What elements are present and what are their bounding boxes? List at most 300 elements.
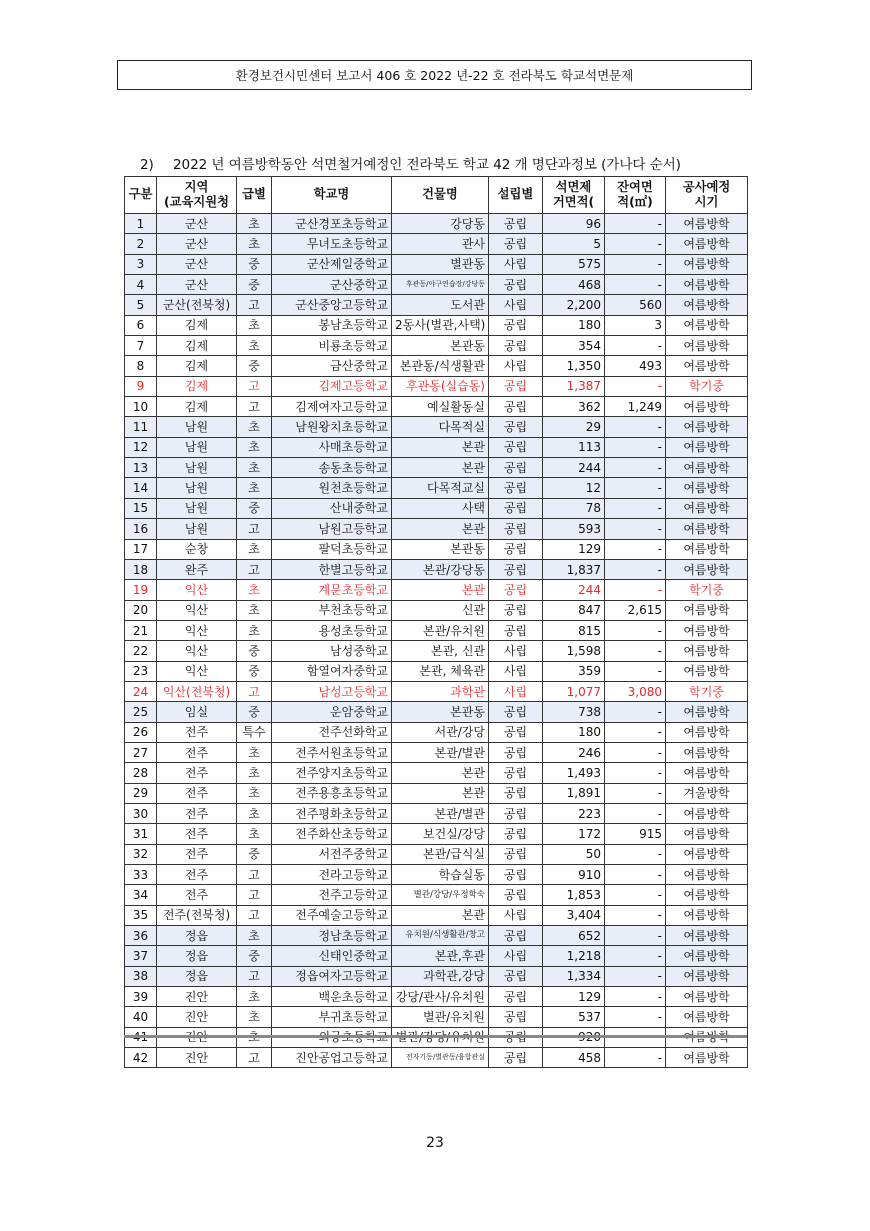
cell-type: 사립 — [489, 254, 543, 274]
header-remain: 잔여면 적(㎡) — [605, 177, 666, 214]
cell-remain: 3,080 — [605, 681, 666, 701]
cell-remain: - — [605, 376, 666, 396]
cell-school: 부천초등학교 — [272, 600, 392, 620]
cell-area: 5 — [543, 234, 605, 254]
cell-region: 전주 — [157, 783, 237, 803]
cell-area: 1,598 — [543, 641, 605, 661]
cell-school: 신태인중학교 — [272, 946, 392, 966]
cell-level: 초 — [237, 539, 272, 559]
cell-region: 익산 — [157, 620, 237, 640]
cell-remain: - — [605, 559, 666, 579]
cell-region: 남원 — [157, 417, 237, 437]
cell-region: 진안 — [157, 1007, 237, 1027]
cell-level: 초 — [237, 580, 272, 600]
cell-school: 군산제일중학교 — [272, 254, 392, 274]
section-title — [140, 153, 760, 173]
cell-region: 김제 — [157, 315, 237, 335]
cell-building: 유치원/식생활관/창고 — [392, 926, 489, 946]
cell-building: 강당/관사/유치원 — [392, 987, 489, 1007]
cell-area: 652 — [543, 926, 605, 946]
table-row — [125, 987, 748, 1007]
cell-school: 금산중학교 — [272, 356, 392, 376]
cell-period: 여름방학 — [666, 458, 748, 478]
cell-no: 31 — [125, 824, 157, 844]
header-area: 석면제 거면적( — [543, 177, 605, 214]
section-title-text: 2022 년 여름방학동안 석면철거예정인 전라북도 학교 42 개 명단과정보 (가나다 순서) — [173, 157, 681, 173]
cell-region: 진안 — [157, 987, 237, 1007]
table-row — [125, 417, 748, 437]
cell-region: 전주 — [157, 865, 237, 885]
cell-building: 과학관 — [392, 681, 489, 701]
cell-school: 전주화산초등학교 — [272, 824, 392, 844]
cell-period: 여름방학 — [666, 539, 748, 559]
cell-level: 초 — [237, 620, 272, 640]
cell-area: 180 — [543, 722, 605, 742]
cell-level: 중 — [237, 661, 272, 681]
cell-building: 보건실/강당 — [392, 824, 489, 844]
cell-type: 사립 — [489, 641, 543, 661]
table-row — [125, 681, 748, 701]
cell-region: 진안 — [157, 1048, 237, 1068]
table-row — [125, 376, 748, 396]
cell-period: 여름방학 — [666, 844, 748, 864]
cell-remain: - — [605, 519, 666, 539]
cell-type: 공립 — [489, 742, 543, 762]
cell-building: 별관/강당/우정학숙 — [392, 885, 489, 905]
cell-type: 사립 — [489, 661, 543, 681]
cell-area: 815 — [543, 620, 605, 640]
table-row — [125, 763, 748, 783]
cell-building: 본관 — [392, 437, 489, 457]
cell-area: 50 — [543, 844, 605, 864]
table-row — [125, 498, 748, 518]
cell-building: 전자기동/별관동/융합관실 — [392, 1048, 489, 1068]
cell-level: 고 — [237, 376, 272, 396]
cell-area: 1,218 — [543, 946, 605, 966]
cell-no: 26 — [125, 722, 157, 742]
cell-area: 3,404 — [543, 905, 605, 925]
cell-region: 전주 — [157, 722, 237, 742]
cell-building: 예실활동실 — [392, 397, 489, 417]
cell-school: 함열여자중학교 — [272, 661, 392, 681]
cell-remain: - — [605, 702, 666, 722]
cell-level: 초 — [237, 458, 272, 478]
cell-remain: - — [605, 275, 666, 295]
table-row — [125, 275, 748, 295]
header-level: 급별 — [237, 177, 272, 214]
cell-school: 전주평화초등학교 — [272, 803, 392, 823]
cell-area: 1,493 — [543, 763, 605, 783]
cell-period: 여름방학 — [666, 254, 748, 274]
cell-school: 남성고등학교 — [272, 681, 392, 701]
cell-period: 여름방학 — [666, 600, 748, 620]
cell-remain: 915 — [605, 824, 666, 844]
table-row — [125, 844, 748, 864]
table-row — [125, 803, 748, 823]
cell-area: 1,077 — [543, 681, 605, 701]
cell-level: 고 — [237, 1048, 272, 1068]
cell-region: 전주 — [157, 885, 237, 905]
cell-level: 초 — [237, 315, 272, 335]
cell-school: 산내중학교 — [272, 498, 392, 518]
cell-no: 36 — [125, 926, 157, 946]
cell-period: 여름방학 — [666, 295, 748, 315]
cell-level: 초 — [237, 824, 272, 844]
table-row — [125, 783, 748, 803]
cell-type: 공립 — [489, 600, 543, 620]
cell-type: 사립 — [489, 356, 543, 376]
cell-type: 공립 — [489, 437, 543, 457]
cell-region: 익산 — [157, 600, 237, 620]
cell-remain: - — [605, 763, 666, 783]
cell-area: 129 — [543, 539, 605, 559]
cell-building: 도서관 — [392, 295, 489, 315]
cell-building: 신관 — [392, 600, 489, 620]
cell-no: 6 — [125, 315, 157, 335]
cell-type: 공립 — [489, 458, 543, 478]
cell-type: 공립 — [489, 498, 543, 518]
cell-type: 공립 — [489, 234, 543, 254]
cell-building: 본관동 — [392, 702, 489, 722]
cell-school: 남성중학교 — [272, 641, 392, 661]
cell-remain: - — [605, 254, 666, 274]
cell-level: 고 — [237, 681, 272, 701]
cell-type: 공립 — [489, 315, 543, 335]
cell-type: 사립 — [489, 946, 543, 966]
table-row — [125, 824, 748, 844]
table-row — [125, 865, 748, 885]
header-period: 공사예정 시기 — [666, 177, 748, 214]
cell-area: 537 — [543, 1007, 605, 1027]
cell-school: 운암중학교 — [272, 702, 392, 722]
cell-period: 여름방학 — [666, 641, 748, 661]
cell-remain: - — [605, 926, 666, 946]
cell-type: 공립 — [489, 580, 543, 600]
cell-school: 전주서원초등학교 — [272, 742, 392, 762]
cell-region: 전주 — [157, 824, 237, 844]
cell-remain: - — [605, 987, 666, 1007]
cell-area: 172 — [543, 824, 605, 844]
cell-no: 40 — [125, 1007, 157, 1027]
cell-building: 본관/급식실 — [392, 844, 489, 864]
cell-area: 575 — [543, 254, 605, 274]
cell-region: 남원 — [157, 437, 237, 457]
school-table — [124, 176, 748, 1068]
cell-area: 458 — [543, 1048, 605, 1068]
cell-type: 공립 — [489, 926, 543, 946]
cell-building: 본관 — [392, 458, 489, 478]
cell-period: 여름방학 — [666, 987, 748, 1007]
cell-level: 초 — [237, 763, 272, 783]
cell-region: 익산 — [157, 641, 237, 661]
table-row — [125, 600, 748, 620]
cell-building: 본관/별관 — [392, 742, 489, 762]
cell-type: 공립 — [489, 722, 543, 742]
table-body — [125, 214, 748, 1068]
cell-building: 별관/유치원 — [392, 1007, 489, 1027]
cell-building: 강당동 — [392, 214, 489, 234]
cell-school: 전주선화학교 — [272, 722, 392, 742]
cell-level: 중 — [237, 702, 272, 722]
cell-level: 중 — [237, 946, 272, 966]
cell-period: 여름방학 — [666, 885, 748, 905]
cell-no: 29 — [125, 783, 157, 803]
cell-period: 학기중 — [666, 580, 748, 600]
cell-area: 362 — [543, 397, 605, 417]
cell-level: 초 — [237, 926, 272, 946]
cell-area: 29 — [543, 417, 605, 437]
cell-region: 완주 — [157, 559, 237, 579]
cell-period: 여름방학 — [666, 559, 748, 579]
cell-area: 1,853 — [543, 885, 605, 905]
cell-no: 14 — [125, 478, 157, 498]
cell-period: 여름방학 — [666, 905, 748, 925]
cell-region: 남원 — [157, 519, 237, 539]
cell-level: 초 — [237, 600, 272, 620]
cell-school: 전라고등학교 — [272, 865, 392, 885]
cell-region: 김제 — [157, 376, 237, 396]
cell-period: 여름방학 — [666, 336, 748, 356]
cell-school: 전주용흥초등학교 — [272, 783, 392, 803]
cell-region: 군산 — [157, 234, 237, 254]
cell-no: 33 — [125, 865, 157, 885]
header-region: 지역 (교육지원청 — [157, 177, 237, 214]
cell-area: 359 — [543, 661, 605, 681]
cell-school: 계문초등학교 — [272, 580, 392, 600]
cell-school: 진안공업고등학교 — [272, 1048, 392, 1068]
cell-school: 사매초등학교 — [272, 437, 392, 457]
cell-level: 초 — [237, 742, 272, 762]
table-row — [125, 1048, 748, 1068]
cell-region: 정읍 — [157, 946, 237, 966]
table-row — [125, 641, 748, 661]
cell-no: 34 — [125, 885, 157, 905]
cell-region: 김제 — [157, 336, 237, 356]
table-row — [125, 885, 748, 905]
table-row — [125, 559, 748, 579]
cell-type: 공립 — [489, 966, 543, 986]
cell-type: 공립 — [489, 214, 543, 234]
cell-school: 봉남초등학교 — [272, 315, 392, 335]
cell-area: 223 — [543, 803, 605, 823]
cell-period: 여름방학 — [666, 865, 748, 885]
cell-school: 남원고등학교 — [272, 519, 392, 539]
cell-building: 본관 — [392, 905, 489, 925]
cell-period: 여름방학 — [666, 478, 748, 498]
cell-region: 김제 — [157, 397, 237, 417]
cell-remain: 1,249 — [605, 397, 666, 417]
cell-no: 7 — [125, 336, 157, 356]
cell-region: 전주 — [157, 742, 237, 762]
cell-level: 초 — [237, 214, 272, 234]
cell-region: 정읍 — [157, 926, 237, 946]
cell-building: 본관/강당동 — [392, 559, 489, 579]
cell-type: 공립 — [489, 865, 543, 885]
cell-type: 공립 — [489, 620, 543, 640]
cell-region: 남원 — [157, 458, 237, 478]
cell-type: 공립 — [489, 885, 543, 905]
cell-type: 공립 — [489, 1048, 543, 1068]
cell-type: 공립 — [489, 417, 543, 437]
cell-school: 군산중학교 — [272, 275, 392, 295]
cell-building: 사택 — [392, 498, 489, 518]
cell-area: 738 — [543, 702, 605, 722]
cell-no: 17 — [125, 539, 157, 559]
cell-area: 244 — [543, 580, 605, 600]
cell-period: 여름방학 — [666, 315, 748, 335]
cell-remain: 560 — [605, 295, 666, 315]
cell-no: 5 — [125, 295, 157, 315]
cell-remain: - — [605, 234, 666, 254]
cell-building: 별관동 — [392, 254, 489, 274]
cell-no: 38 — [125, 966, 157, 986]
cell-no: 1 — [125, 214, 157, 234]
table-row — [125, 1007, 748, 1027]
cell-no: 3 — [125, 254, 157, 274]
cell-level: 고 — [237, 397, 272, 417]
cell-region: 순창 — [157, 539, 237, 559]
cell-level: 초 — [237, 987, 272, 1007]
cell-no: 9 — [125, 376, 157, 396]
cell-remain: - — [605, 1007, 666, 1027]
cell-no: 4 — [125, 275, 157, 295]
cell-region: 전주 — [157, 844, 237, 864]
table-row — [125, 315, 748, 335]
cell-period: 겨울방학 — [666, 783, 748, 803]
cell-region: 남원 — [157, 498, 237, 518]
cell-remain: 493 — [605, 356, 666, 376]
cell-area: 847 — [543, 600, 605, 620]
cell-period: 여름방학 — [666, 661, 748, 681]
cell-area: 129 — [543, 987, 605, 1007]
cell-type: 공립 — [489, 397, 543, 417]
table-bottom-rule — [124, 1035, 747, 1038]
cell-no: 23 — [125, 661, 157, 681]
cell-area: 2,200 — [543, 295, 605, 315]
cell-remain: - — [605, 458, 666, 478]
cell-remain: - — [605, 620, 666, 640]
cell-type: 공립 — [489, 763, 543, 783]
cell-remain: - — [605, 539, 666, 559]
cell-building: 2동사(별관,사택) — [392, 315, 489, 335]
table-row — [125, 234, 748, 254]
cell-level: 고 — [237, 885, 272, 905]
table-row — [125, 620, 748, 640]
cell-school: 팔덕초등학교 — [272, 539, 392, 559]
cell-remain: - — [605, 580, 666, 600]
cell-no: 39 — [125, 987, 157, 1007]
cell-area: 1,837 — [543, 559, 605, 579]
table-row — [125, 926, 748, 946]
cell-no: 12 — [125, 437, 157, 457]
cell-building: 본관 — [392, 519, 489, 539]
cell-period: 여름방학 — [666, 966, 748, 986]
cell-type: 공립 — [489, 824, 543, 844]
cell-remain: - — [605, 417, 666, 437]
cell-no: 32 — [125, 844, 157, 864]
cell-building: 서관/강당 — [392, 722, 489, 742]
cell-remain: 2,615 — [605, 600, 666, 620]
cell-type: 공립 — [489, 376, 543, 396]
cell-remain: - — [605, 885, 666, 905]
cell-no: 19 — [125, 580, 157, 600]
cell-remain: - — [605, 336, 666, 356]
cell-area: 244 — [543, 458, 605, 478]
cell-no: 27 — [125, 742, 157, 762]
cell-period: 학기중 — [666, 681, 748, 701]
cell-remain: - — [605, 661, 666, 681]
cell-school: 용성초등학교 — [272, 620, 392, 640]
cell-building: 본관동 — [392, 336, 489, 356]
cell-area: 78 — [543, 498, 605, 518]
cell-level: 중 — [237, 254, 272, 274]
cell-school: 부귀초등학교 — [272, 1007, 392, 1027]
cell-region: 전주(전북청) — [157, 905, 237, 925]
cell-area: 468 — [543, 275, 605, 295]
table-row — [125, 356, 748, 376]
cell-area: 910 — [543, 865, 605, 885]
cell-area: 246 — [543, 742, 605, 762]
cell-type: 공립 — [489, 987, 543, 1007]
cell-type: 공립 — [489, 519, 543, 539]
table-row — [125, 397, 748, 417]
cell-no: 11 — [125, 417, 157, 437]
cell-period: 여름방학 — [666, 702, 748, 722]
cell-period: 여름방학 — [666, 437, 748, 457]
page-number: 23 — [426, 1135, 444, 1151]
cell-building: 과학관,강당 — [392, 966, 489, 986]
cell-no: 13 — [125, 458, 157, 478]
cell-no: 30 — [125, 803, 157, 823]
cell-school: 원천초등학교 — [272, 478, 392, 498]
table-row — [125, 437, 748, 457]
cell-level: 초 — [237, 417, 272, 437]
cell-no: 21 — [125, 620, 157, 640]
cell-remain: - — [605, 803, 666, 823]
cell-level: 고 — [237, 519, 272, 539]
header-type: 설립별 — [489, 177, 543, 214]
cell-period: 여름방학 — [666, 722, 748, 742]
cell-level: 중 — [237, 844, 272, 864]
cell-no: 8 — [125, 356, 157, 376]
cell-no: 10 — [125, 397, 157, 417]
cell-area: 354 — [543, 336, 605, 356]
cell-no: 25 — [125, 702, 157, 722]
cell-remain: 3 — [605, 315, 666, 335]
cell-area: 1,891 — [543, 783, 605, 803]
cell-building: 후관동(실습동) — [392, 376, 489, 396]
cell-building: 관사 — [392, 234, 489, 254]
cell-remain: - — [605, 844, 666, 864]
cell-level: 중 — [237, 641, 272, 661]
cell-school: 군산경포초등학교 — [272, 214, 392, 234]
section-number: 2) — [140, 157, 154, 173]
table-row — [125, 295, 748, 315]
cell-building: 본관동/식생활관 — [392, 356, 489, 376]
cell-remain: - — [605, 865, 666, 885]
cell-remain: - — [605, 214, 666, 234]
cell-no: 42 — [125, 1048, 157, 1068]
cell-type: 공립 — [489, 702, 543, 722]
cell-type: 공립 — [489, 336, 543, 356]
cell-area: 1,387 — [543, 376, 605, 396]
cell-level: 초 — [237, 1007, 272, 1027]
cell-region: 군산(전북청) — [157, 295, 237, 315]
cell-period: 학기중 — [666, 376, 748, 396]
cell-no: 24 — [125, 681, 157, 701]
table-row — [125, 905, 748, 925]
cell-level: 중 — [237, 356, 272, 376]
